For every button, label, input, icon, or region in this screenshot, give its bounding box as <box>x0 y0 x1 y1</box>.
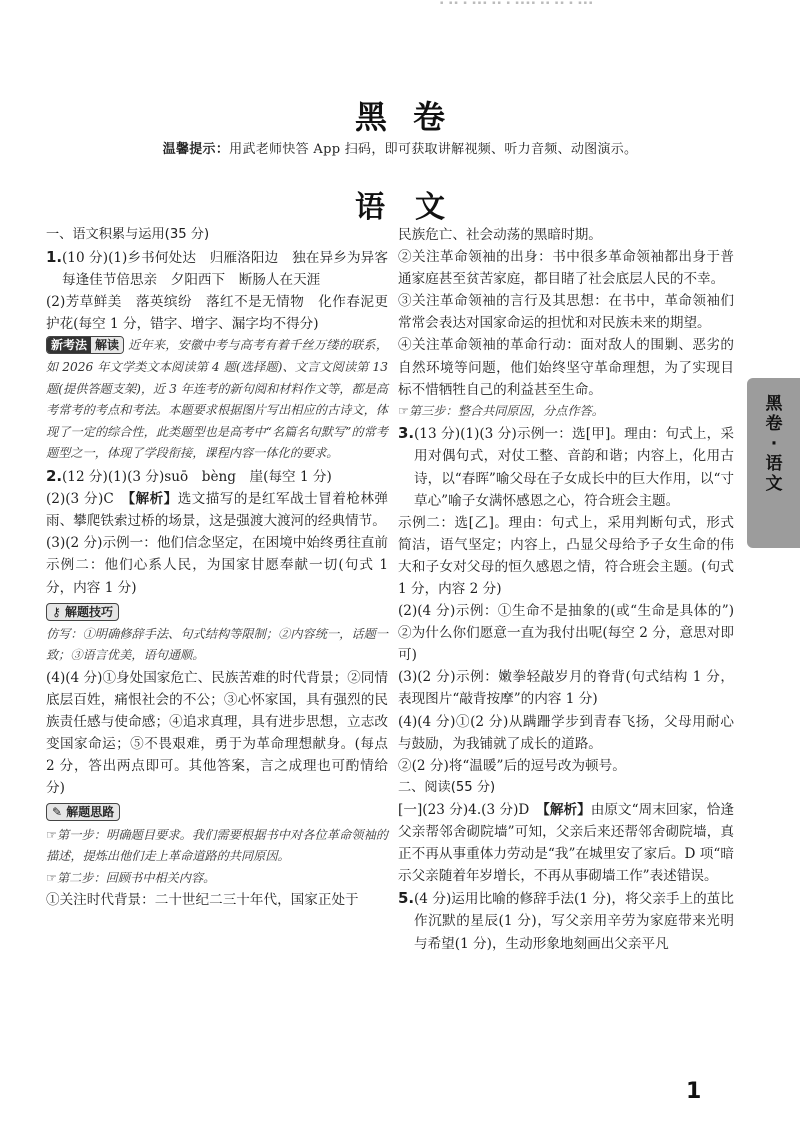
q2-text: (12 分)(1)(3 分)suō bèng 崖(每空 1 分) <box>62 469 332 486</box>
right-column <box>398 224 748 955</box>
q4-answer-text: [一](23 分)4.(3 分)D <box>398 801 543 818</box>
tip-badge-row <box>46 601 388 623</box>
q1-answer <box>46 246 402 291</box>
pointing-hand-icon: ☞ <box>46 870 57 885</box>
q3-number: 3. <box>398 424 415 443</box>
q1-part2: (2)芳草鲜美 落英缤纷 落红不是无情物 化作春泥更护花(每空 1 分，错字、增字、漏字均不得分) <box>46 294 388 333</box>
q2-answer <box>46 465 388 488</box>
notebook-icon: ✎ <box>52 805 67 820</box>
idea-badge-row <box>46 801 388 823</box>
step1-text: 第一步：明确题目要求。我们需要根据书中对各位革命领袖的描述，提炼出他们走上革命道路的共同原因。 <box>46 827 388 864</box>
q1-text: (10 分)(1)乡书何处达 归雁洛阳边 独在异乡为异客 每逢佳节倍思亲 夕阳西下 断肠人在天涯 <box>62 250 402 289</box>
tip-text: 用武老师快答 App 扫码，即可获取讲解视频、听力音频、动图演示。 <box>229 142 638 157</box>
q2-part2-answer: (2)(3 分)C <box>46 491 129 508</box>
trend-text: 近年来，安徽中考与高考有着千丝万缕的联系，如 2026 年文学类文本阅读第 4 题(选择题)、文言文阅读第 13 题(提供答题支架)，近 3 年连考的新句阅和材料作文等，都是高考常考的考点和考法。本题要求根据图片写出相应的古诗文，体现了一定的综合性，此类题型也是高考中“名篇名句默写”的常考题型之一，体现了学段衔接，课程内容一体化的要求。 <box>46 338 389 461</box>
q2-part2-analysis: 选文描写的是红军战士冒着枪林弹雨、攀爬铁索过桥的场景，这是强渡大渡河的经典情节。 <box>46 491 389 530</box>
pointing-hand-icon: ☞ <box>398 403 409 418</box>
q5-text: (4 分)运用比喻的修辞手法(1 分)，将父亲手上的茧比作沉默的星辰(1 分)，写父亲用辛劳为家庭带来光明与希望(1 分)，生动形象地刻画出父亲平凡 <box>414 891 734 952</box>
q2-part3: (3)(2 分)示例一：他们信念坚定，在困境中始终勇往直前 示例二：他们心系人民，为国家甘愿奉献一切(句式 1 分，内容 1 分) <box>46 535 402 596</box>
q3-part2: (2)(4 分)示例：①生命不是抽象的(或“生命是具体的”) ②为什么你们愿意一直为我付出呢(每空 2 分，意思对即可) <box>398 603 748 664</box>
q5-number: 5. <box>398 889 415 908</box>
step1 <box>46 825 388 868</box>
step2-text: 第二步：回顾书中相关内容。 <box>56 870 216 885</box>
page-number: 1 <box>686 1079 702 1104</box>
idea-badge <box>46 803 120 821</box>
subject-title: 语文 <box>355 190 475 225</box>
section-heading-1: 一、语文积累与运用(35 分) <box>46 227 210 242</box>
point4: ④关注革命领袖的革命行动：面对敌人的围剿、恶劣的自然环境等问题，他们始终坚守革命理想，为了实现目标不惜牺牲自己的利益甚至生命。 <box>398 337 734 398</box>
side-tab-label: 黑卷 · 语文 <box>765 394 783 494</box>
tip-label: 温馨提示： <box>162 142 230 157</box>
q4-analysis: 由原文“周末回家，恰逢父亲帮邻舍砌院墙”可知，父亲后来还帮邻舍砌院墙，真正不再从事重体力劳动是“我”在城里安了家后。D 项“暗示父亲随着年岁增长，不再从事砌墙工作”表述错误。 <box>398 801 735 885</box>
step3 <box>398 401 734 423</box>
scan-artifact: ▪ ▪▪ ▪ ▪▪▪ ▪▪ ▪ ▪▪▪▪ ▪▪ ▪▪ ▪ ▪▪▪ <box>440 0 595 5</box>
q1-number: 1. <box>46 248 63 267</box>
key-icon: ⚷ <box>52 604 65 619</box>
q3-part4-2: ②(2 分)将“温暖”后的逗号改为顿号。 <box>398 757 626 774</box>
point2: ②关注革命领袖的出身：书中很多革命领袖都出身于普通家庭甚至贫苦家庭，都目睹了社会底层人民的不幸。 <box>398 249 734 288</box>
step2 <box>46 868 388 890</box>
trend-note <box>46 335 388 465</box>
trend-badge <box>46 336 124 354</box>
tip-text: 仿写：①明确修辞手法、句式结构等限制；②内容统一，话题一致；③语言优美，语句通顺。 <box>46 626 388 663</box>
trend-badge-part2: 解读 <box>91 337 123 353</box>
q2-part2 <box>46 488 388 532</box>
q5-answer <box>398 887 734 954</box>
point3: ③关注革命领袖的言行及其思想：在书中，革命领袖们常常会表达对国家命运的担忧和对民族未来的期望。 <box>398 293 734 332</box>
tip-line <box>0 138 800 157</box>
tip-badge <box>46 603 119 621</box>
step3-text: 第三步：整合共同原因，分点作答。 <box>408 403 604 418</box>
analysis-keyword: 【解析】 <box>128 491 178 508</box>
point1-continued: 民族危亡、社会动荡的黑暗时期。 <box>398 227 602 243</box>
side-tab <box>747 378 800 548</box>
page-title: 黑卷 <box>354 98 471 136</box>
section-heading-2: 二、阅读(55 分) <box>398 779 496 795</box>
point1: ①关注时代背景：二十世纪二三十年代，国家正处于 <box>46 892 359 909</box>
trend-badge-part1: 新考法 <box>47 337 91 353</box>
left-column <box>46 224 402 911</box>
pointing-hand-icon: ☞ <box>46 827 57 842</box>
q2-number: 2. <box>46 467 63 486</box>
q2-part4: (4)(4 分)①身处国家危亡、民族苦难的时代背景；②同情底层百姓，痛恨社会的不公；③心怀家国，具有强烈的民族责任感与使命感；④追求真理，具有进步思想，立志改变国家命运；⑤不畏艰难，勇于为革命理想献身。(每点 2 分，答出两点即可。其他答案，言之成理也可酌情给分) <box>46 669 388 797</box>
analysis-keyword: 【解析】 <box>542 801 591 818</box>
idea-badge-label: 解题思路 <box>66 805 115 820</box>
q3-answer <box>398 422 734 511</box>
q3-example2: 示例二：选[乙]。理由：句式上，采用判断句式，形式简洁，语气坚定；内容上，凸显父母给予子女生命的伟大和子女对父母的恒久感恩之情，符合班会主题。(句式 1 分，内容 2 分) <box>398 514 734 597</box>
q3-part3: (3)(2 分)示例：嫩拳轻敲岁月的脊背(句式结构 1 分，表现图片“敲背按摩”的内容 1 分) <box>398 669 734 708</box>
q3-text: (13 分)(1)(3 分)示例一：选[甲]。理由：句式上，采用对偶句式，对仗工整、音韵和谐；内容上，化用古诗，以“春晖”喻父母在子女成长中的巨大作用，以“寸草心”喻子女满怀感恩之心，符合班会主题。 <box>414 426 734 509</box>
q4-answer <box>398 799 734 887</box>
q3-part4: (4)(4 分)①(2 分)从蹒跚学步到青春飞扬，父母用耐心与鼓励，为我铺就了成长的道路。 <box>398 713 734 752</box>
tip-badge-label: 解题技巧 <box>64 604 113 619</box>
